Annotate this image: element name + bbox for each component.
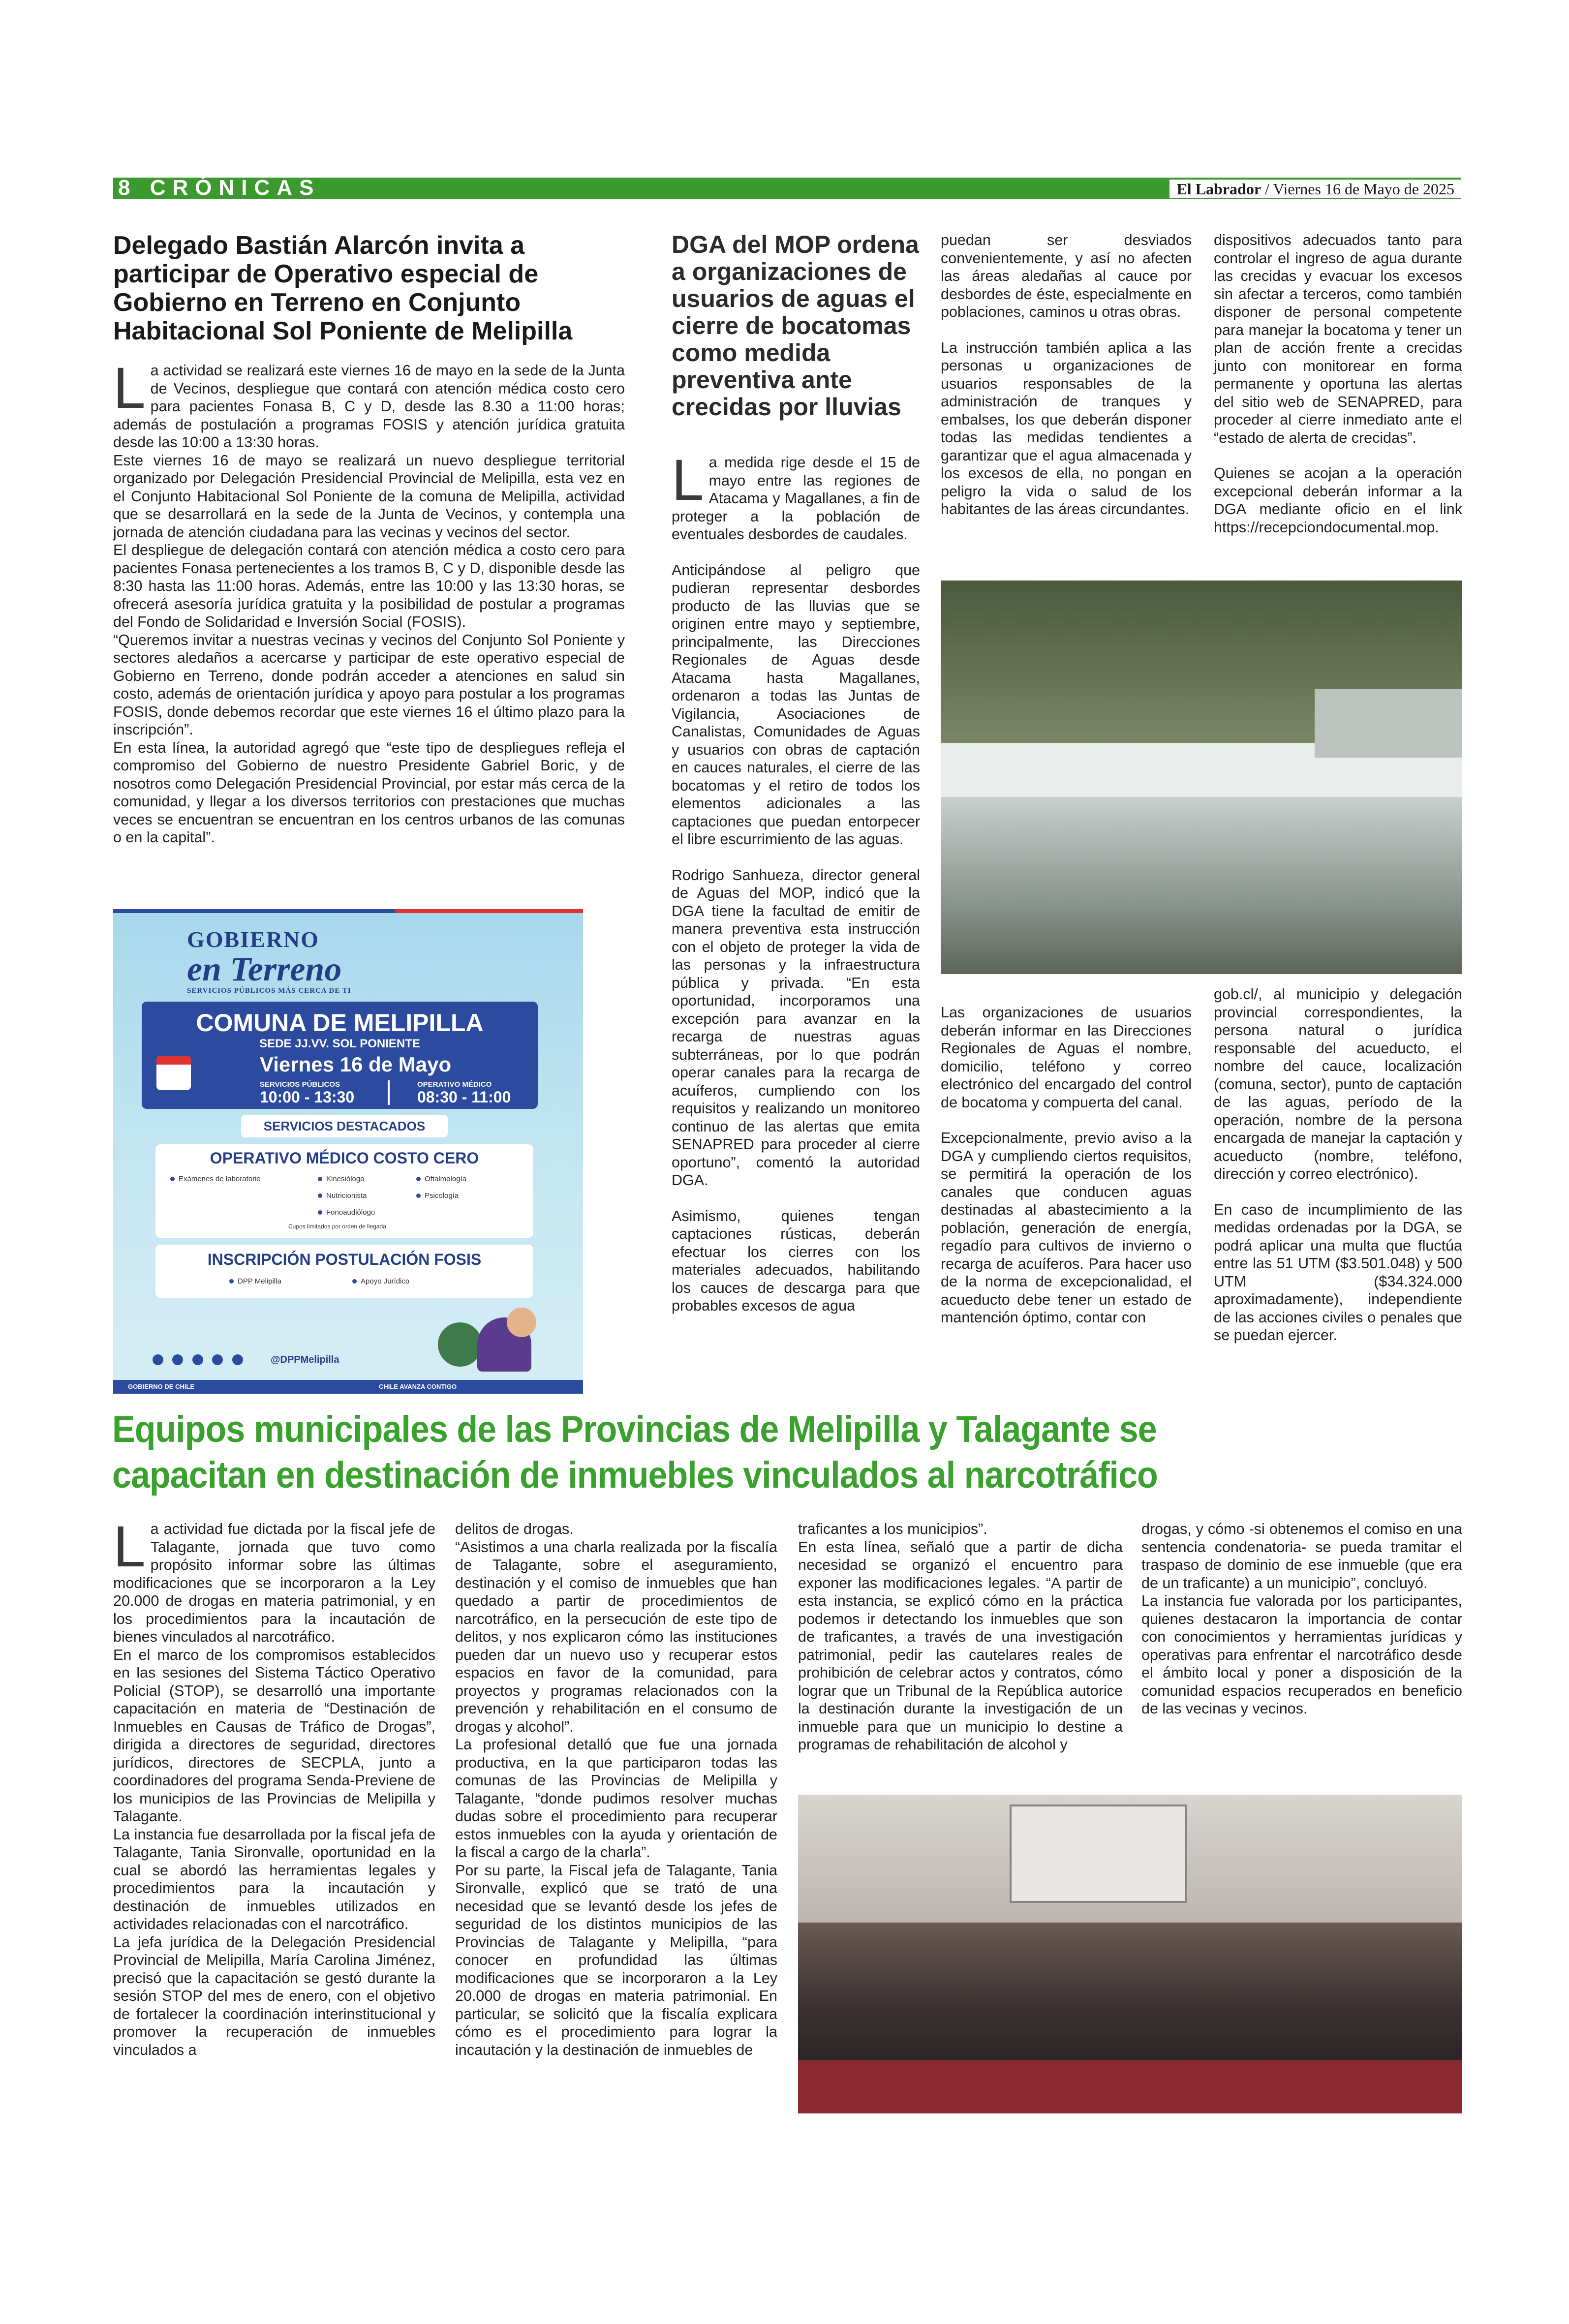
dropcap: L	[113, 356, 146, 421]
article2-column-3-bottom	[1214, 985, 1462, 1345]
article3-column-2	[455, 1520, 777, 2059]
article3-paragraph: “Asistimos a una charla realizada por la fiscalía de Talagante, sobre el aseguramiento, destinación y el comiso de inmuebles que han quedado a partir de procedimientos de narcotráfico, en la persecución de este tipo de delitos, y nos explicaron cómo las instituciones pueden dar un nuevo uso y recuperar estos espacios en favor de la comunidad, para proyectos y programas relacionados con la prevención y rehabilitación en el consumo de drogas y alcohol”.	[455, 1538, 777, 1735]
group-photo	[798, 1795, 1462, 2113]
article3-column-3	[798, 1520, 1123, 1754]
article2-paragraph: La instrucción también aplica a las personas u organizaciones de usuarios responsables de la administración de tranques y embalses, los que deberán disponer todas las medidas tendientes a garantizar que el agua almacenada y los excesos de ella, no pongan en peligro la vida o salud de los habitantes de las áreas circundantes.	[941, 339, 1192, 518]
article3-paragraph: traficantes a los municipios”.	[798, 1521, 987, 1537]
article2-paragraph: puedan ser desviados convenientemente, y así no afecten las áreas aledañas al cauce por desbordes de éste, especialmente en poblaciones, caminos u otras obras.	[941, 232, 1192, 320]
section-label: 8 CRÓNICAS	[118, 176, 321, 200]
article2-column-1	[672, 448, 920, 1315]
poster-footer-right: CHILE AVANZA CONTIGO	[379, 1383, 457, 1390]
poster-day: Viernes 16 de Mayo	[260, 1053, 452, 1076]
issue-date: / Viernes 16 de Mayo de 2025	[1261, 180, 1454, 198]
x-icon	[212, 1354, 223, 1365]
poster-logo-mid: en Terreno	[187, 950, 342, 988]
dropcap: L	[113, 1514, 146, 1579]
article3-paragraph: La instancia fue desarrollada por la fiscal jefa de Talagante, Tania Sironvalle, oportunidad en la cual se abordó las herramientas legales y procedimientos para la incautación y destinación de inmuebles utilizados en actividades relacionadas con el narcotráfico.	[113, 1826, 435, 1932]
article1-paragraph: La actividad se realizará este viernes 16 de mayo en la sede de la Junta de Vecinos, despliegue que contará con atención médica costo cero para pacientes Fonasa B, C y D, desde las 8.30 a 11:00 horas; además de postulación a programas FOSIS y atención jurídica gratuita desde las 10:00 a 13:30 horas.	[113, 356, 625, 451]
article2-paragraph: Excepcionalmente, previo aviso a la DGA y cumpliendo ciertos requisitos, se permitirá la operación de los canales que conducen aguas destinadas al abastecimiento a la población, generación de energía, regadío para cultivos de invierno o recarga de acuíferos. Para hacer uso de la norma de excepcionalidad, el acueducto debe tener un estado de mantención óptimo, contar con	[941, 1130, 1192, 1326]
poster-social-handle: @DPPMelipilla	[271, 1354, 339, 1365]
poster-featured-pill: SERVICIOS DESTACADOS	[241, 1115, 448, 1137]
article3-column-4	[1141, 1520, 1462, 1718]
poster-venue: SEDE JJ.VV. SOL PONIENTE	[259, 1037, 420, 1050]
article1-paragraph: “Queremos invitar a nuestras vecinas y vecinos del Conjunto Sol Poniente y sectores aledaños a acercarse y participar de este operativo especial de Gobierno en Terreno, donde podrán acceder a atenciones en salud sin costo, además de orientación jurídica y apoyo para postular a los programas FOSIS, donde debemos recordar que este viernes 16 el último plazo para la inscripción”.	[113, 631, 625, 738]
poster-services-label: SERVICIOS PÚBLICOS	[260, 1080, 340, 1089]
article2-paragraph: gob.cl/, al municipio y delegación provincial correspondientes, la persona natural o jurídica responsable del acueducto, el nombre del cauce, localización (comuna, sector), punto de captación de las aguas, período de la operación, nombre de la persona encargada de manejar la captación y acueducto (nombre, teléfono, dirección y correo electrónico).	[1214, 986, 1462, 1182]
poster-item: Psicología	[416, 1192, 459, 1200]
article2-paragraph: Asimismo, quienes tengan captaciones rústicas, deberán efectuar los cierres con los materiales adecuados, habilitando los cauces de descarga para que probables excesos de agua	[672, 1207, 920, 1314]
article3-title-line2: capacitan en destinación de inmuebles vinculados al narcotráfico	[112, 1454, 1158, 1496]
poster-medical-card	[155, 1144, 533, 1238]
poster-footer-left: GOBIERNO DE CHILE	[128, 1383, 195, 1390]
poster-item: Kinesiólogo	[318, 1175, 365, 1183]
article1-paragraph: El despliegue de delegación contará con atención médica a costo cero para pacientes Fonasa pertenecientes a los tramos B, C y D, disponible desde las 8:30 hasta las 11:00 horas. Además, entre las 10:00 y las 13:30 horas, se ofrecerá asesoría jurídica gratuita y la posibilidad de postular a programas del Fondo de Solidaridad e Inversión Social (FOSIS).	[113, 542, 625, 630]
article2-paragraph: dispositivos adecuados tanto para controlar el ingreso de agua durante las crecidas y evacuar los excesos sin afectar a terceros, como también disponer de personal competente para manejar la bocatoma y tener un plan de acción frente a crecidas junto con monitorear en forma permanente y oportuna las alertas del sitio web de SENAPRED, para proceder al cierre inmediato ante el “estado de alerta de crecidas”.	[1214, 232, 1462, 446]
poster-fosis-item: DPP Melipilla	[229, 1277, 281, 1285]
article3-column-1	[113, 1514, 435, 2059]
article1-paragraph: Este viernes 16 de mayo se realizará un nuevo despliegue territorial organizado por Delegación Presidencial Provincial de Melipilla, esta vez en el Conjunto Habitacional Sol Poniente de la comuna de Melipilla, actividad que se desarrollará en la sede de la Junta de Vecinos, y contempla una jornada de atención ciudadana para las vecinas y vecinos del sector.	[113, 452, 625, 541]
article3-paragraph: Por su parte, la Fiscal jefa de Talagante, Tania Sironvalle, explicó que se trató de una necesidad que se levantó desde los jefes de seguridad de los distintos municipios de las Provincias de Talagante y Melipilla, “para conocer en profundidad las últimas modificaciones que se incorporaron a la Ley 20.000 de drogas en materia patrimonial. En particular, se solicitó que la fiscalía explicara cómo es el procedimiento para lograr la incautación y la destinación de inmuebles de	[455, 1862, 777, 2058]
article3-paragraph: delitos de drogas.	[455, 1521, 574, 1537]
article2-column-2-bottom	[941, 1004, 1192, 1327]
facebook-icon	[153, 1354, 163, 1365]
article3-paragraph: En esta línea, señaló que a partir de dicha necesidad se organizó el encuentro para exponer las modificaciones legales. “A partir de esta instancia, se explicó cómo en la práctica podemos ir detectando los inmuebles que son de traficantes, a través de una investigación patrimonial, pedir las cautelares reales de prohibición de celebrar actos y contratos, cómo lograr que un Tribunal de la República autorice la destinación durante la investigación de un inmueble para que un municipio lo destine a programas de rehabilitación de alcohol y	[798, 1538, 1123, 1753]
calendar-icon	[156, 1056, 191, 1090]
instagram-icon	[172, 1354, 183, 1365]
article3-paragraph: drogas, y cómo -si obtenemos el comiso en una sentencia condenatoria- se pueda tramitar el traspaso de dominio de ese inmueble (que era de un traficante) a un municipio”, concluyó.	[1141, 1521, 1462, 1591]
issue-info	[1169, 180, 1461, 198]
poster-item: Exámenes de laboratorio	[170, 1175, 261, 1183]
poster-top-stripe	[113, 909, 583, 913]
poster-services-time: 10:00 - 13:30	[260, 1088, 355, 1106]
poster-footer	[113, 1380, 583, 1394]
poster-fosis-item: Apoyo Jurídico	[352, 1277, 409, 1285]
poster-medical-label: OPERATIVO MÉDICO	[417, 1080, 492, 1089]
poster-divider	[388, 1080, 390, 1105]
river-bocatoma-photo	[941, 581, 1462, 974]
poster-logo-top: GOBIERNO	[187, 927, 320, 952]
poster-commune: COMUNA DE MELIPILLA	[196, 1009, 484, 1037]
article3-paragraph: La jefa jurídica de la Delegación Presidencial Provincial de Melipilla, María Carolina Jiménez, precisó que la capacitación se gestó durante la sesión STOP del mes de enero, con el objetivo de fortalecer la coordinación interinstitucional y promover la recuperación de inmuebles vinculados a	[113, 1933, 435, 2058]
web-icon	[232, 1354, 243, 1365]
article3-title-line1: Equipos municipales de las Provincias de Melipilla y Talagante se	[112, 1408, 1157, 1450]
youtube-icon	[192, 1354, 203, 1365]
poster-logo-sub: SERVICIOS PÚBLICOS MÁS CERCA DE TI	[187, 987, 351, 995]
poster-fosis-title: INSCRIPCIÓN POSTULACIÓN FOSIS	[207, 1251, 482, 1268]
article2-title: DGA del MOP ordena a organizaciones de usuarios de aguas el cierre de bocatomas como medida preventiva ante crecidas por lluvias	[672, 231, 919, 421]
article1-body	[113, 356, 625, 847]
poster-item: Oftalmología	[416, 1175, 466, 1183]
poster-item: Nutricionista	[318, 1192, 367, 1200]
poster-item: Fonoaudiólogo	[318, 1208, 375, 1217]
poster-logo	[187, 926, 351, 995]
dropcap: L	[672, 448, 704, 513]
poster-medical-time: 08:30 - 11:00	[417, 1088, 511, 1106]
article1-title: Delegado Bastián Alarcón invita a participar de Operativo especial de Gobierno en Terreno en Conjunto Habitacional Sol Poniente de Melipilla	[113, 231, 573, 345]
article2-paragraph: Quienes se acojan a la operación excepcional deberán informar a la DGA mediante oficio en el link https://recepciondocumental.mop.	[1214, 465, 1462, 536]
article3-paragraph: La instancia fue valorada por los participantes, quienes destacaron la importancia de contar con conocimientos y herramientas jurídicas y operativas para enfrentar el narcotráfico desde el ámbito local y poner a disposición de la comunidad espacios recuperados en beneficio de las vecinas y vecinos.	[1141, 1592, 1462, 1717]
poster-medical-title: OPERATIVO MÉDICO COSTO CERO	[210, 1149, 479, 1167]
article3-paragraph: La actividad fue dictada por la fiscal jefe de Talagante, jornada que tuvo como propósito informar sobre las últimas modificaciones que se incorporaron a la Ley 20.000 de drogas en materia patrimonial, y en los procedimientos para la incautación de bienes vinculados al narcotráfico.	[113, 1514, 435, 1645]
gobierno-en-terreno-poster	[113, 909, 583, 1394]
article3-paragraph: En el marco de los compromisos establecidos en las sesiones del Sistema Táctico Operativo Policial (STOP), se desarrolló una importante capacitación en materia de “Destinación de Inmuebles en Causas de Tráfico de Drogas”, dirigida a directores de seguridad, directores jurídicos, directores de SECPLA, junto a coordinadores del programa Senda-Previene de los municipios de las Provincias de Melipilla y Talagante.	[113, 1646, 435, 1825]
poster-quota: Cupos limitados por orden de llegada	[288, 1223, 386, 1230]
article2-paragraph: En caso de incumplimiento de las medidas ordenadas por la DGA, se podrá aplicar una multa que fluctúa entre las 51 UTM ($3.501.048) y 500 UTM ($34.324.000 aproximadamente), independiente de las acciones civiles o penales que se puedan ejercer.	[1214, 1201, 1462, 1344]
article2-column-2-top	[941, 231, 1192, 519]
article1-paragraph: En esta línea, la autoridad agregó que “este tipo de despliegues refleja el compromiso del Gobierno de nuestro Presidente Gabriel Boric, y de nosotros como Delegación Presidencial Provincial, por estar más cerca de la comunidad, y llegar a los diversos territorios con prestaciones que muchas veces se encuentran se encuentran en los centros urbanos de las comunas o en la capital”.	[113, 739, 625, 846]
article2-paragraph: La medida rige desde el 15 de mayo entre las regiones de Atacama y Magallanes, a fin de proteger a la población de eventuales desbordes de caudales.	[672, 448, 920, 543]
social-icons	[153, 1354, 261, 1367]
article2-paragraph: Anticipándose al peligro que pudieran representar desbordes producto de las lluvias que se originen entre mayo y septiembre, principalmente, las Direcciones Regionales de Aguas desde Atacama hasta Magallanes, ordenaron a todas las Juntas de Vigilancia, Asociaciones de Canalistas, Comunidades de Aguas y usuarios con obras de captación en cauces naturales, el cierre de las bocatomas y el retiro de todos los elementos adicionales a las captaciones que puedan entorpecer el libre escurrimiento de las aguas.	[672, 561, 920, 848]
paper-name: El Labrador	[1176, 180, 1261, 198]
poster-illustration	[423, 1303, 551, 1376]
article2-paragraph: Las organizaciones de usuarios deberán informar en las Direcciones Regionales de Aguas el nombre, domicilio, teléfono y correo electrónico del encargado del control de bocatoma y compuerta del canal.	[941, 1004, 1192, 1111]
article2-column-3-top	[1214, 231, 1462, 536]
poster-fosis-card	[155, 1245, 533, 1298]
article3-paragraph: La profesional detalló que fue una jornada productiva, en la que participaron todas las comunas de las Provincias de Melipilla y Talagante, “donde pudimos resolver muchas dudas sobre el procedimiento para recuperar estos inmuebles con la ayuda y orientación de la fiscal a cargo de la charla”.	[455, 1736, 777, 1861]
poster-event-box	[142, 1002, 538, 1109]
article2-paragraph: Rodrigo Sanhueza, director general de Aguas del MOP, indicó que la DGA tiene la facultad de emitir de manera preventiva esta instrucción con el objeto de proteger la vida de las personas y la infraestructura pública y privada. “En esta oportunidad, incorporamos una excepción para avanzar en la recarga de nuestras aguas subterráneas, por lo que podrán operar canales para la recarga de acuíferos, cumpliendo con los requisitos y realizando un monitoreo continuo de las alertas que emita SENAPRED para proceder al cierre oportuno”, comentó la autoridad DGA.	[672, 866, 920, 1189]
